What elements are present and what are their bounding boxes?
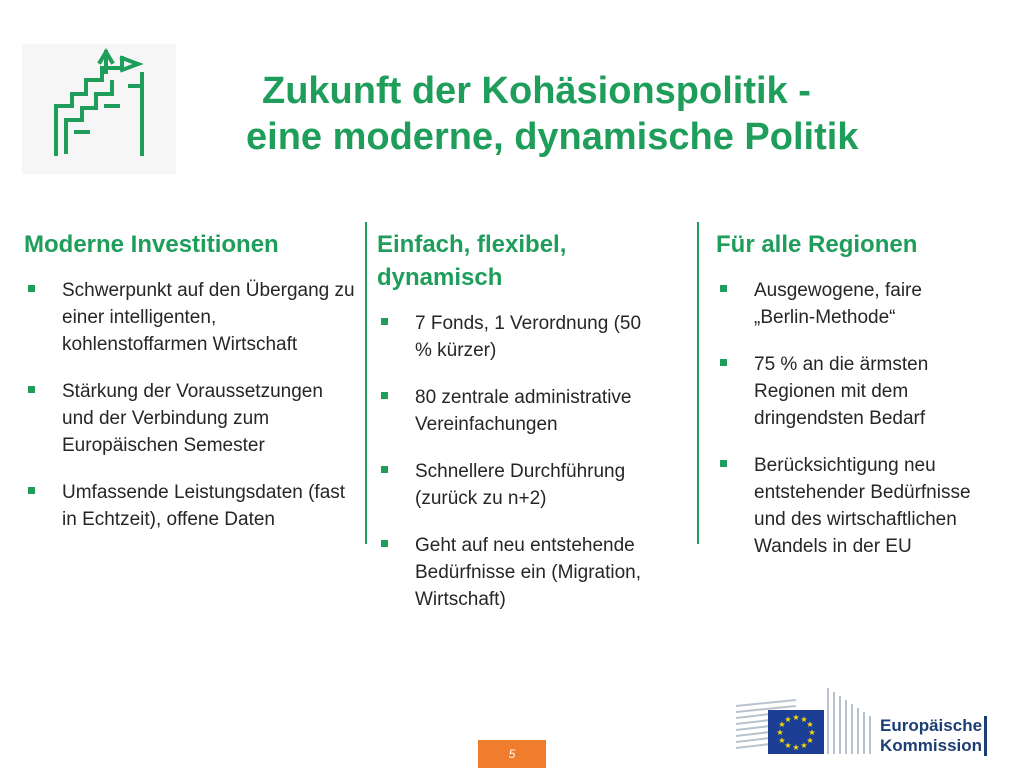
list-item: Geht auf neu entstehende Bedürfnisse ein (Migration, Wirtschaft) [377,532,689,613]
svg-text:★: ★ [800,715,808,724]
square-bullet-icon [28,285,35,292]
svg-text:★: ★ [784,715,792,724]
column-modern-investments [24,228,358,553]
svg-text:★: ★ [806,736,814,745]
svg-text:★: ★ [784,741,792,750]
square-bullet-icon [381,540,388,547]
list-item: Berücksichtigung neu entstehender Bedürfnisse und des wirtschaftlichen Wandels in der EU [716,452,1006,560]
svg-text:★: ★ [792,713,800,722]
list-item: Ausgewogene, faire „Berlin-Methode“ [716,277,1006,331]
svg-text:★: ★ [778,720,786,729]
list-item: Stärkung der Voraussetzungen und der Verbindung zum Europäischen Semester [24,378,358,459]
square-bullet-icon [720,285,727,292]
svg-text:★: ★ [778,736,786,745]
slide-title [180,68,1020,160]
eu-flag-icon [736,686,880,756]
square-bullet-icon [381,392,388,399]
square-bullet-icon [28,386,35,393]
svg-text:★: ★ [808,728,816,737]
list-item: Umfassende Leistungsdaten (fast in Echtzeit), offene Daten [24,479,358,533]
logo-line-2: Kommission [880,736,983,755]
bullet-list [24,277,358,533]
european-commission-wordmark [880,716,982,756]
svg-text:★: ★ [800,741,808,750]
list-item: Schwerpunkt auf den Übergang zu einer intelligenten, kohlenstoffarmen Wirtschaft [24,277,358,358]
stairs-flag-icon [22,44,176,174]
column-heading: Moderne Investitionen [24,231,279,258]
square-bullet-icon [720,460,727,467]
list-item: 7 Fonds, 1 Verordnung (50 % kürzer) [377,310,689,364]
svg-text:★: ★ [806,720,814,729]
svg-text:★: ★ [776,728,784,737]
bullet-list [716,277,1006,560]
stairs-flag-logo [22,44,176,174]
column-heading: Einfach, flexibel, dynamisch [377,231,567,291]
list-item: 80 zentrale administrative Vereinfachungen [377,384,689,438]
column-divider-2 [697,222,699,544]
title-line-2: eine moderne, dynamische Politik [246,116,859,158]
column-simple-flexible [377,228,689,633]
column-all-regions [716,228,1006,580]
square-bullet-icon [381,466,388,473]
page-number: 5 [478,740,546,768]
list-item: 75 % an die ärmsten Regionen mit dem dringendsten Bedarf [716,351,1006,432]
logo-line-1: Europäische [880,716,983,735]
bullet-list [377,310,689,613]
square-bullet-icon [720,359,727,366]
logo-bar [984,716,987,756]
list-item: Schnellere Durchführung (zurück zu n+2) [377,458,689,512]
title-line-1: Zukunft der Kohäsionspolitik - [262,70,811,112]
square-bullet-icon [381,318,388,325]
column-heading: Für alle Regionen [716,231,918,258]
svg-text:★: ★ [792,743,800,752]
column-divider-1 [365,222,367,544]
square-bullet-icon [28,487,35,494]
